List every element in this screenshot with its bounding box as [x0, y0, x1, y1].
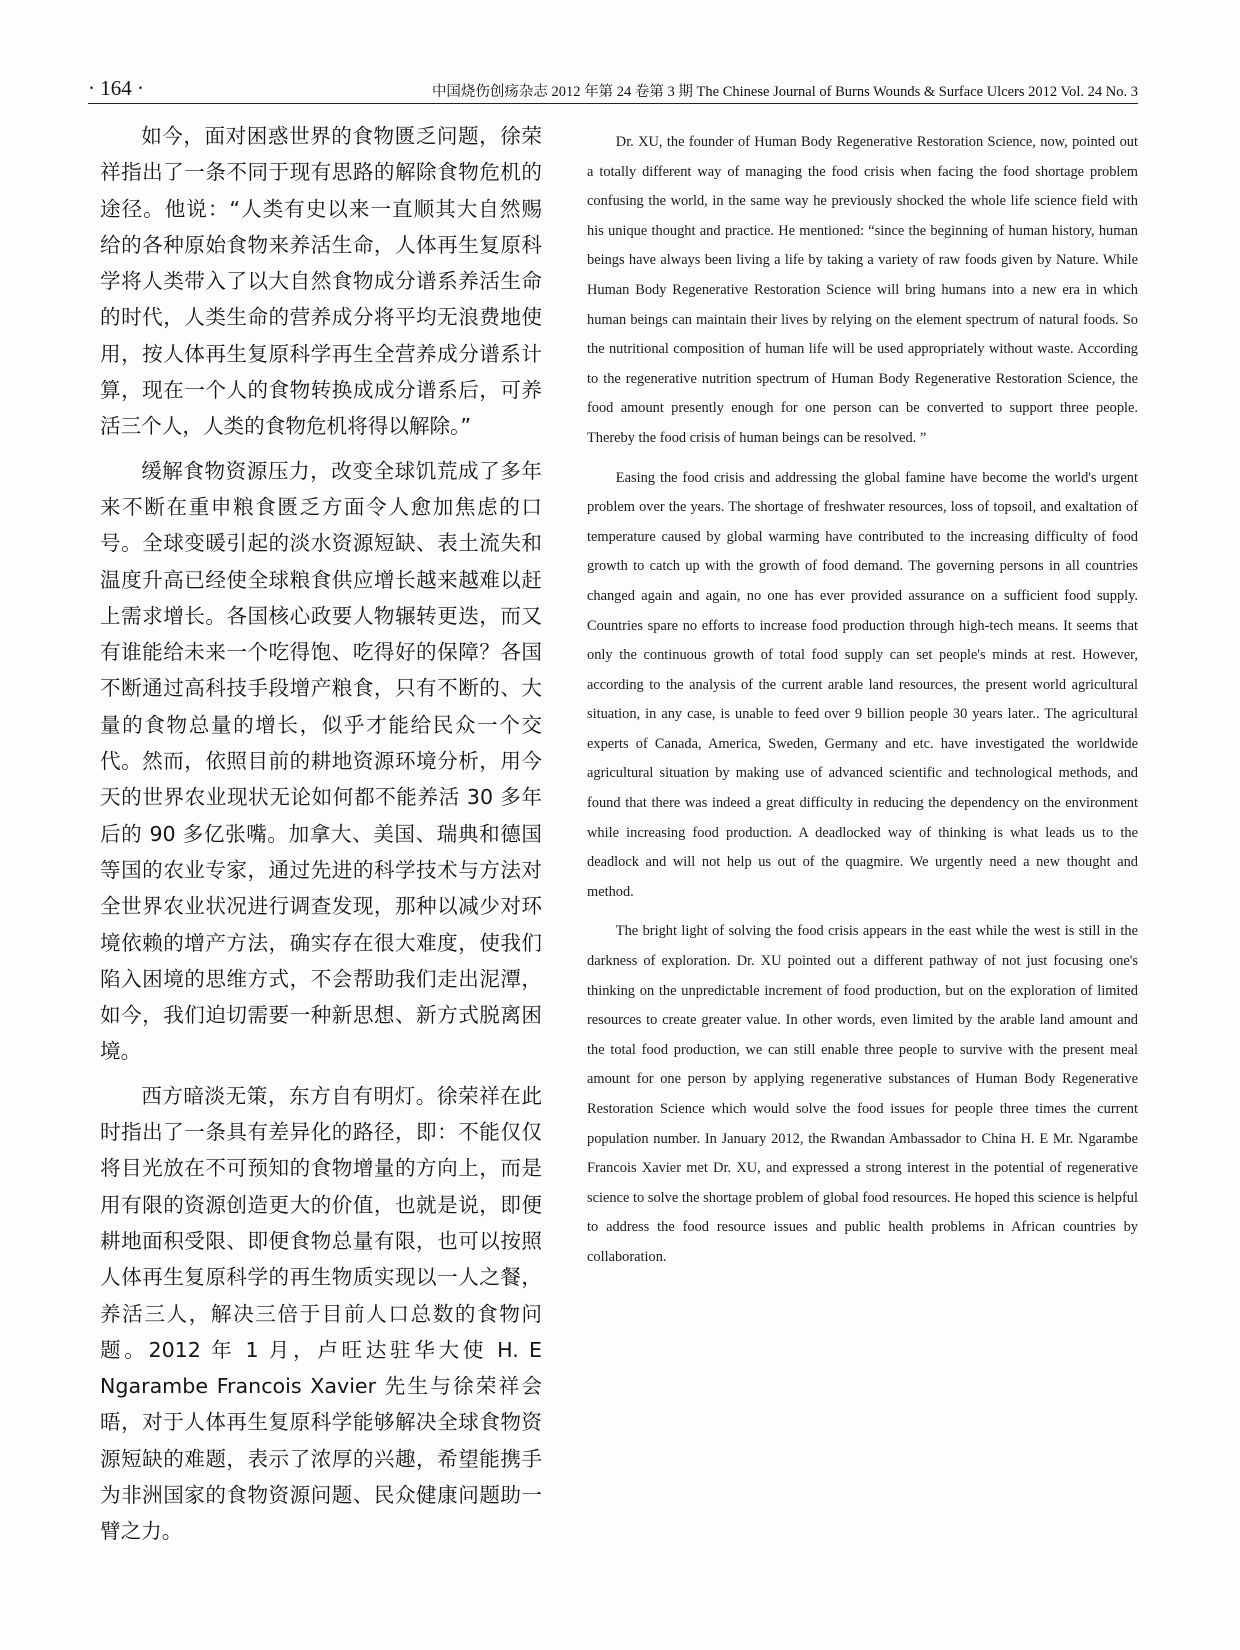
running-header [88, 76, 1138, 106]
chinese-paragraph-1: 如今，面对困惑世界的食物匮乏问题，徐荣祥指出了一条不同于现有思路的解除食物危机的途径。他说：“人类有史以来一直顺其大自然赐给的各种原始食物来养活生命，人体再生复原科学将人类带入了以大自然食物成分谱系养活生命的时代，人类生命的营养成分将平均无浪费地使用，按人体再生复原科学再生全营养成分谱系计算，现在一个人的食物转换成成分谱系后，可养活三个人，人类的食物危机将得以解除。” [100, 124, 542, 439]
english-paragraph-3: The bright light of solving the food crisis appears in the east while the west is still in the darkness of exploration. Dr. XU pointed out a different pathway of not just focusing one's thinking on the unpredictable increment of food production, but on the exploration of limited resources to create greater value. In other words, even limited by the arable land amount and the total food production, we can still enable three people to survive with the present meal amount for one person by applying regenerative substances of Human Body Regenerative Restoration Science which would solve the food issues for people three times the current population number. In January 2012, the Rwandan Ambassador to China H. E Mr. Ngarambe Francois Xavier met Dr. XU, and expressed a strong interest in the potential of regenerative science to solve the shortage problem of global food resources. He hoped this science is helpful to address the food resource issues and public health problems in African countries by collaboration. [587, 923, 1138, 1265]
chinese-paragraph-2: 缓解食物资源压力，改变全球饥荒成了多年来不断在重申粮食匮乏方面令人愈加焦虑的口号。全球变暖引起的淡水资源短缺、表土流失和温度升高已经使全球粮食供应增长越来越难以赶上需求增长。各国核心政要人物辗转更迭，而又有谁能给未来一个吃得饱、吃得好的保障？各国不断通过高科技手段增产粮食，只有不断的、大量的食物总量的增长，似乎才能给民众一个交代。然而，依照目前的耕地资源环境分析，用今天的世界农业现状无论如何都不能养活 30 多年后的 90 多亿张嘴。加拿大、美国、瑞典和德国等国的农业专家，通过先进的科学技术与方法对全世界农业状况进行调查发现，那种以减少对环境依赖的增产方法，确实存在很大难度，使我们陷入困境的思维方式，不会帮助我们走出泥潭，如今，我们迫切需要一种新思想、新方式脱离困境。 [100, 458, 542, 1064]
journal-citation: 中国烧伤创疡杂志 2012 年第 24 卷第 3 期 The Chinese Journal of Burns Wounds & Surface Ulcers 2012 Vol. 24 No. 3 [431, 84, 1138, 100]
english-column [587, 128, 1138, 1283]
english-paragraph-1: Dr. XU, the founder of Human Body Regenerative Restoration Science, now, pointed out a totally different way of managing the food crisis when facing the food shortage problem confusing the world, in the same way he previously shocked the whole life science field with his unique thought and practice. He mentioned: “since the beginning of human history, human beings have always been living a life by taking a variety of raw foods given by Nature. While Human Body Regenerative Restoration Science will bring humans into a new era in which human beings can maintain their lives by relying on the element spectrum of natural foods. So the nutritional composition of human life will be used appropriately without waste. According to the regenerative nutrition spectrum of Human Body Regenerative Restoration Science, the food amount presently enough for one person can be converted to support three people. Thereby the food crisis of human beings can be resolved. ” [587, 134, 1138, 446]
english-paragraph-2: Easing the food crisis and addressing the global famine have become the world's urgent problem over the years. The shortage of freshwater resources, loss of topsoil, and exaltation of temperature caused by global warming have contributed to the increasing difficulty of food growth to catch up with the growth of food demand. The governing persons in all countries changed again and again, no one has ever provided assurance on a sufficient food supply. Countries spare no efforts to increase food production through high-tech means. It seems that only the continuous growth of total food supply can set people's minds at rest. However, according to the analysis of the current arable land resources, the present world agricultural situation, in any case, is unable to feed over 9 billion people 30 years later.. The agricultural experts of Canada, America, Sweden, Germany and etc. have investigated the worldwide agricultural situation by making use of advanced scientific and technological methods, and found that there was indeed a great difficulty in reducing the dependency on the environment while increasing food production. A deadlocked way of thinking is what leads us to the deadlock and will not help us out of the quagmire. We urgently need a new thought and method. [587, 469, 1138, 900]
page-number: · 164 · [88, 76, 144, 100]
header-rule [88, 103, 1138, 104]
chinese-paragraph-3: 西方暗淡无策，东方自有明灯。徐荣祥在此时指出了一条具有差异化的路径，即：不能仅仅将目光放在不可预知的食物增量的方向上，而是用有限的资源创造更大的价值，也就是说，即便耕地面积受限、即便食物总量有限，也可以按照人体再生复原科学的再生物质实现以一人之餐，养活三人，解决三倍于目前人口总数的食物问题。2012 年 1 月，卢旺达驻华大使 H. E Ngarambe Francois Xavier 先生与徐荣祥会晤，对于人体再生复原科学能够解决全球食物资源短缺的难题，表示了浓厚的兴趣，希望能携手为非洲国家的食物资源问题、民众健康问题助一臂之力。 [100, 1083, 542, 1544]
chinese-column [100, 118, 542, 1558]
